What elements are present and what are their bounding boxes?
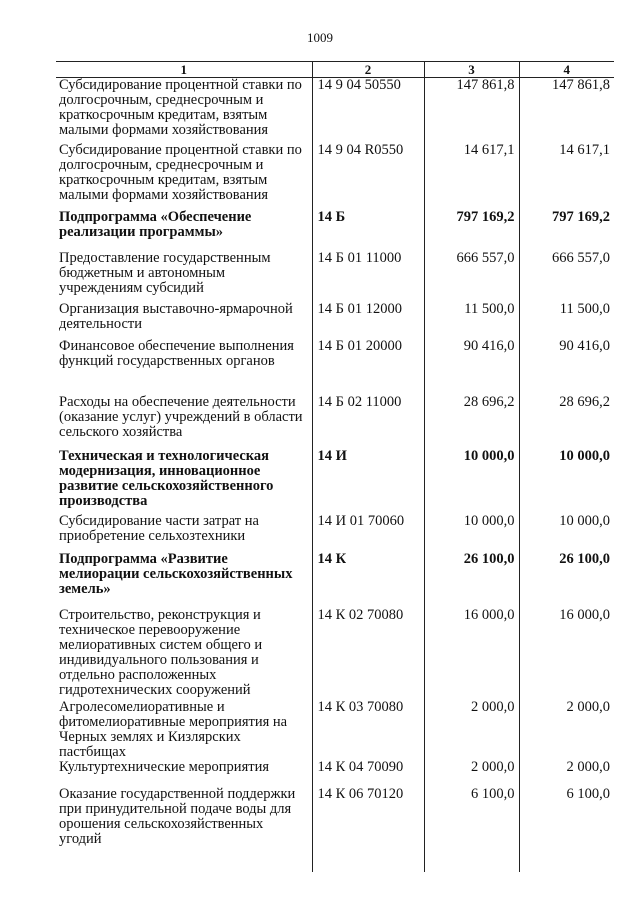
row-name: Подпрограмма «Обеспечение реализации программы» bbox=[59, 208, 252, 240]
row-value-3: 90 416,0 bbox=[424, 339, 519, 395]
row-name: Субсидирование процентной ставки по долгосрочным, среднесрочным и краткосрочным кредитам, взятым малыми формами хозяйствования bbox=[59, 77, 302, 138]
row-value-3: 2 000,0 bbox=[424, 760, 519, 787]
row-name: Расходы на обеспечение деятельности (оказание услуг) учреждений в области сельского хозяйства bbox=[59, 393, 303, 440]
row-name: Субсидирование процентной ставки по долгосрочным, среднесрочным и краткосрочным кредитам, взятым малыми формами хозяйствования bbox=[59, 141, 302, 203]
row-code: 14 К bbox=[312, 552, 424, 608]
table-row bbox=[56, 552, 614, 608]
row-name: Культуртехнические мероприятия bbox=[59, 758, 270, 775]
table-row bbox=[56, 302, 614, 339]
row-value-4: 90 416,0 bbox=[519, 339, 614, 395]
row-value-4: 10 000,0 bbox=[519, 514, 614, 552]
row-value-4: 147 861,8 bbox=[519, 78, 614, 143]
row-value-4: 666 557,0 bbox=[519, 251, 614, 302]
table-row bbox=[56, 514, 614, 552]
table-row bbox=[56, 143, 614, 210]
row-value-3: 16 000,0 bbox=[424, 608, 519, 700]
row-name: Агролесомелиоративные и фитомелиоративные мероприятия на Черных землях и Кизлярских пастбищах bbox=[59, 698, 288, 760]
row-value-4: 11 500,0 bbox=[519, 302, 614, 339]
column-header-1: 1 bbox=[56, 62, 312, 78]
row-value-4: 2 000,0 bbox=[519, 700, 614, 760]
row-code: 14 К 03 70080 bbox=[312, 700, 424, 760]
row-code: 14 И bbox=[312, 449, 424, 514]
row-code: 14 Б bbox=[312, 210, 424, 251]
table-row bbox=[56, 787, 614, 872]
row-name: Финансовое обеспечение выполнения функций государственных органов bbox=[59, 337, 294, 369]
row-name: Организация выставочно-ярмарочной деятельности bbox=[59, 300, 293, 332]
row-value-3: 10 000,0 bbox=[424, 514, 519, 552]
row-value-3: 797 169,2 bbox=[424, 210, 519, 251]
row-value-3: 28 696,2 bbox=[424, 395, 519, 449]
row-value-3: 14 617,1 bbox=[424, 143, 519, 210]
row-code: 14 К 02 70080 bbox=[312, 608, 424, 700]
row-name: Предоставление государственным бюджетным и автономным учреждениям субсидий bbox=[59, 249, 271, 296]
row-code: 14 9 04 R0550 bbox=[312, 143, 424, 210]
table-row bbox=[56, 760, 614, 787]
row-value-3: 10 000,0 bbox=[424, 449, 519, 514]
row-value-4: 16 000,0 bbox=[519, 608, 614, 700]
row-code: 14 Б 01 11000 bbox=[312, 251, 424, 302]
budget-table bbox=[56, 61, 614, 872]
row-value-4: 26 100,0 bbox=[519, 552, 614, 608]
table-row bbox=[56, 339, 614, 395]
row-value-3: 147 861,8 bbox=[424, 78, 519, 143]
row-value-4: 28 696,2 bbox=[519, 395, 614, 449]
table-row bbox=[56, 608, 614, 700]
row-name: Подпрограмма «Развитие мелиорации сельскохозяйственных земель» bbox=[59, 550, 293, 597]
row-name: Субсидирование части затрат на приобретение сельхозтехники bbox=[59, 512, 259, 544]
row-value-4: 6 100,0 bbox=[519, 787, 614, 872]
row-name: Техническая и технологическая модернизация, инновационное развитие сельскохозяйственного производства bbox=[59, 447, 274, 509]
table-row bbox=[56, 700, 614, 760]
row-code: 14 К 04 70090 bbox=[312, 760, 424, 787]
column-header-4: 4 bbox=[519, 62, 614, 78]
row-code: 14 Б 01 20000 bbox=[312, 339, 424, 395]
column-header-2: 2 bbox=[312, 62, 424, 78]
row-code: 14 9 04 50550 bbox=[312, 78, 424, 143]
table-row bbox=[56, 395, 614, 449]
row-code: 14 Б 01 12000 bbox=[312, 302, 424, 339]
row-value-3: 2 000,0 bbox=[424, 700, 519, 760]
row-code: 14 Б 02 11000 bbox=[312, 395, 424, 449]
table-row bbox=[56, 78, 614, 143]
row-value-4: 10 000,0 bbox=[519, 449, 614, 514]
row-name: Оказание государственной поддержки при принудительной подаче воды для орошения сельскохозяйственных угодий bbox=[59, 785, 296, 847]
row-name: Строительство, реконструкция и техническое перевооружение мелиоративных систем общего и индивидуального пользования и отдельно расположенных гидротехнических сооружений bbox=[59, 606, 263, 698]
row-value-4: 2 000,0 bbox=[519, 760, 614, 787]
table-row bbox=[56, 449, 614, 514]
row-value-3: 11 500,0 bbox=[424, 302, 519, 339]
table-header-row bbox=[56, 62, 614, 78]
row-value-4: 797 169,2 bbox=[519, 210, 614, 251]
row-value-4: 14 617,1 bbox=[519, 143, 614, 210]
row-code: 14 И 01 70060 bbox=[312, 514, 424, 552]
row-value-3: 6 100,0 bbox=[424, 787, 519, 872]
row-code: 14 К 06 70120 bbox=[312, 787, 424, 872]
row-value-3: 26 100,0 bbox=[424, 552, 519, 608]
table-row bbox=[56, 251, 614, 302]
page-number: 1009 bbox=[307, 30, 333, 45]
table-row bbox=[56, 210, 614, 251]
column-header-3: 3 bbox=[424, 62, 519, 78]
row-value-3: 666 557,0 bbox=[424, 251, 519, 302]
